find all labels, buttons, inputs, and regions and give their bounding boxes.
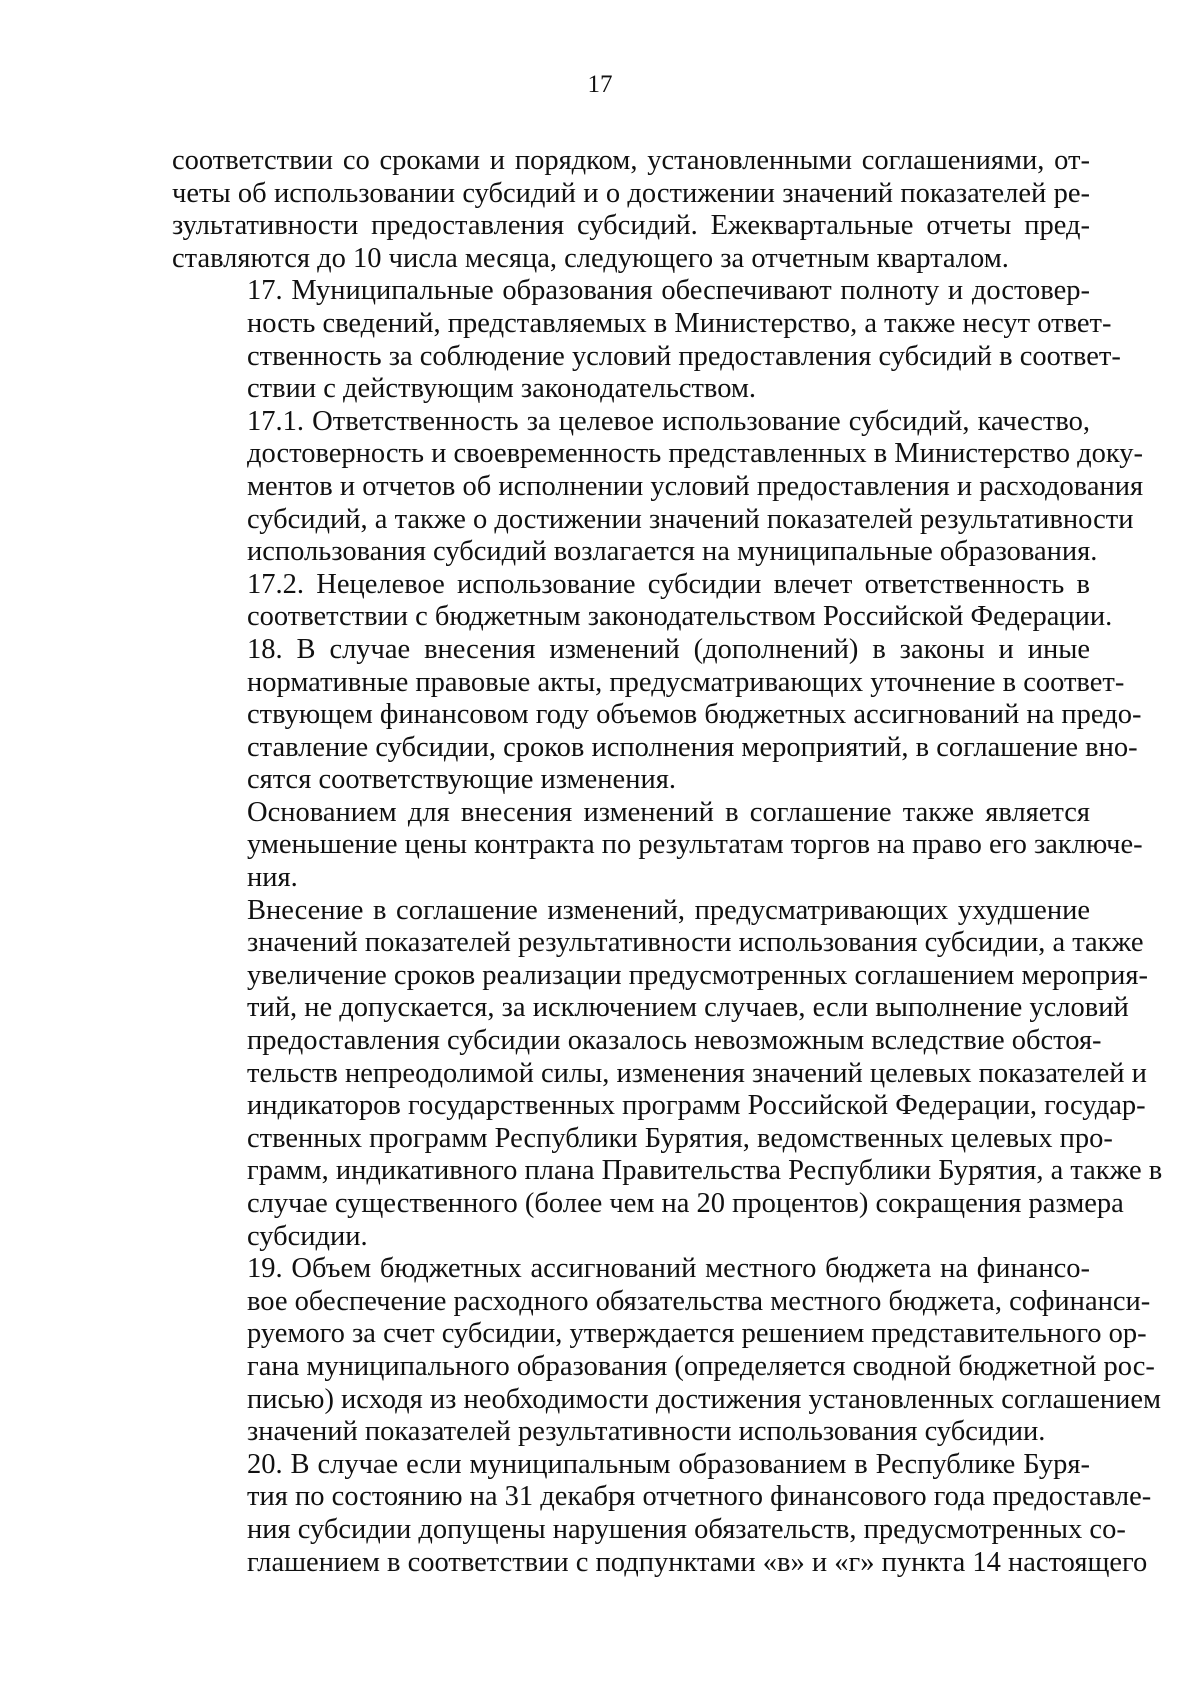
- text-line: субсидий, а также о достижении значений показателей результативности: [247, 503, 1134, 535]
- paragraph: [172, 1448, 1152, 1579]
- text-line: предоставления субсидии оказалось невозможным вследствие обстоя-: [247, 1025, 1102, 1057]
- text-line: соответствии со сроками и порядком, установленными соглашениями, от-: [172, 145, 1090, 176]
- text-line: ставляются до 10 числа месяца, следующего за отчетным кварталом.: [172, 242, 1009, 274]
- text-line: субсидии.: [247, 1220, 368, 1252]
- text-line: достоверность и своевременность представленных в Министерство доку-: [247, 438, 1144, 470]
- text-line: 17.2. Нецелевое использование субсидии влечет ответственность в: [247, 568, 1090, 600]
- text-line: соответствии с бюджетным законодательством Российской Федерации.: [247, 601, 1113, 633]
- text-line: случае существенного (более чем на 20 процентов) сокращения размера: [247, 1188, 1124, 1219]
- text-line: ментов и отчетов об исполнении условий предоставления и расходования: [247, 470, 1144, 502]
- text-line: ния.: [247, 862, 298, 894]
- text-line: индикаторов государственных программ Российской Федерации, государ-: [247, 1090, 1146, 1122]
- text-line: использования субсидий возлагается на муниципальные образования.: [247, 536, 1098, 568]
- text-line: тий, не допускается, за исключением случаев, если выполнение условий: [247, 992, 1129, 1024]
- paragraph: [172, 405, 1144, 569]
- paragraph: [172, 633, 1142, 797]
- text-line: руемого за счет субсидии, утверждается решением представительного ор-: [247, 1318, 1147, 1350]
- paragraph: [172, 796, 1143, 895]
- paragraph: [172, 275, 1121, 405]
- text-line: грамм, индикативного плана Правительства Республики Бурятия, а также в: [247, 1155, 1163, 1187]
- text-line: значений показателей результативности использования субсидии, а также: [247, 927, 1144, 959]
- text-line: 17.1. Ответственность за целевое использование субсидий, качество,: [247, 405, 1090, 437]
- text-line: уменьшение цены контракта по результатам торгов на право его заключе-: [247, 829, 1143, 861]
- page-number: 17: [587, 71, 613, 98]
- text-line: ствии с действующим законодательством.: [247, 373, 757, 405]
- text-line: гана муниципального образования (определяется сводной бюджетной рос-: [247, 1350, 1155, 1382]
- text-line: Внесение в соглашение изменений, предусматривающих ухудшение: [247, 894, 1090, 926]
- text-line: четы об использовании субсидий и о достижении значений показателей ре-: [172, 177, 1090, 209]
- text-line: вое обеспечение расходного обязательства местного бюджета, софинанси-: [247, 1285, 1151, 1317]
- text-line: Основанием для внесения изменений в соглашение также является: [247, 796, 1090, 828]
- text-line: 18. В случае внесения изменений (дополнений) в законы и иные: [247, 633, 1090, 665]
- text-line: ственных программ Республики Бурятия, ведомственных целевых про-: [247, 1122, 1113, 1154]
- text-line: ственность за соблюдение условий предоставления субсидий в соответ-: [247, 340, 1121, 372]
- text-line: глашением в соответствии с подпунктами «в» и «г» пункта 14 настоящего: [247, 1546, 1148, 1578]
- text-line: ния субсидии допущены нарушения обязательств, предусмотренных со-: [247, 1513, 1126, 1545]
- paragraph: [172, 1253, 1162, 1449]
- text-line: 17. Муниципальные образования обеспечивают полноту и достовер-: [247, 275, 1090, 307]
- text-line: 19. Объем бюджетных ассигнований местного бюджета на финансо-: [247, 1253, 1090, 1285]
- text-line: сятся соответствующие изменения.: [247, 764, 676, 796]
- paragraph: [172, 568, 1113, 634]
- text-line: ность сведений, представляемых в Министерство, а также несут ответ-: [247, 307, 1112, 339]
- text-line: 20. В случае если муниципальным образованием в Республике Буря-: [247, 1448, 1090, 1480]
- text-line: значений показателей результативности использования субсидии.: [247, 1416, 1046, 1448]
- text-line: тия по состоянию на 31 декабря отчетного финансового года предоставле-: [247, 1481, 1152, 1513]
- text-line: увеличение сроков реализации предусмотренных соглашением мероприя-: [247, 959, 1148, 991]
- text-line: зультативности предоставления субсидий. Ежеквартальные отчеты пред-: [172, 210, 1090, 242]
- text-line: нормативные правовые акты, предусматривающих уточнение в соответ-: [247, 666, 1125, 698]
- text-line: ставление субсидии, сроков исполнения мероприятий, в соглашение вно-: [247, 731, 1138, 763]
- paragraph: [172, 145, 1090, 275]
- text-line: тельств непреодолимой силы, изменения значений целевых показателей и: [247, 1057, 1147, 1089]
- text-line: ствующем финансовом году объемов бюджетных ассигнований на предо-: [247, 699, 1142, 731]
- document-body: [172, 145, 1163, 1579]
- text-line: писью) исходя из необходимости достижения установленных соглашением: [247, 1383, 1162, 1415]
- paragraph: [172, 894, 1163, 1254]
